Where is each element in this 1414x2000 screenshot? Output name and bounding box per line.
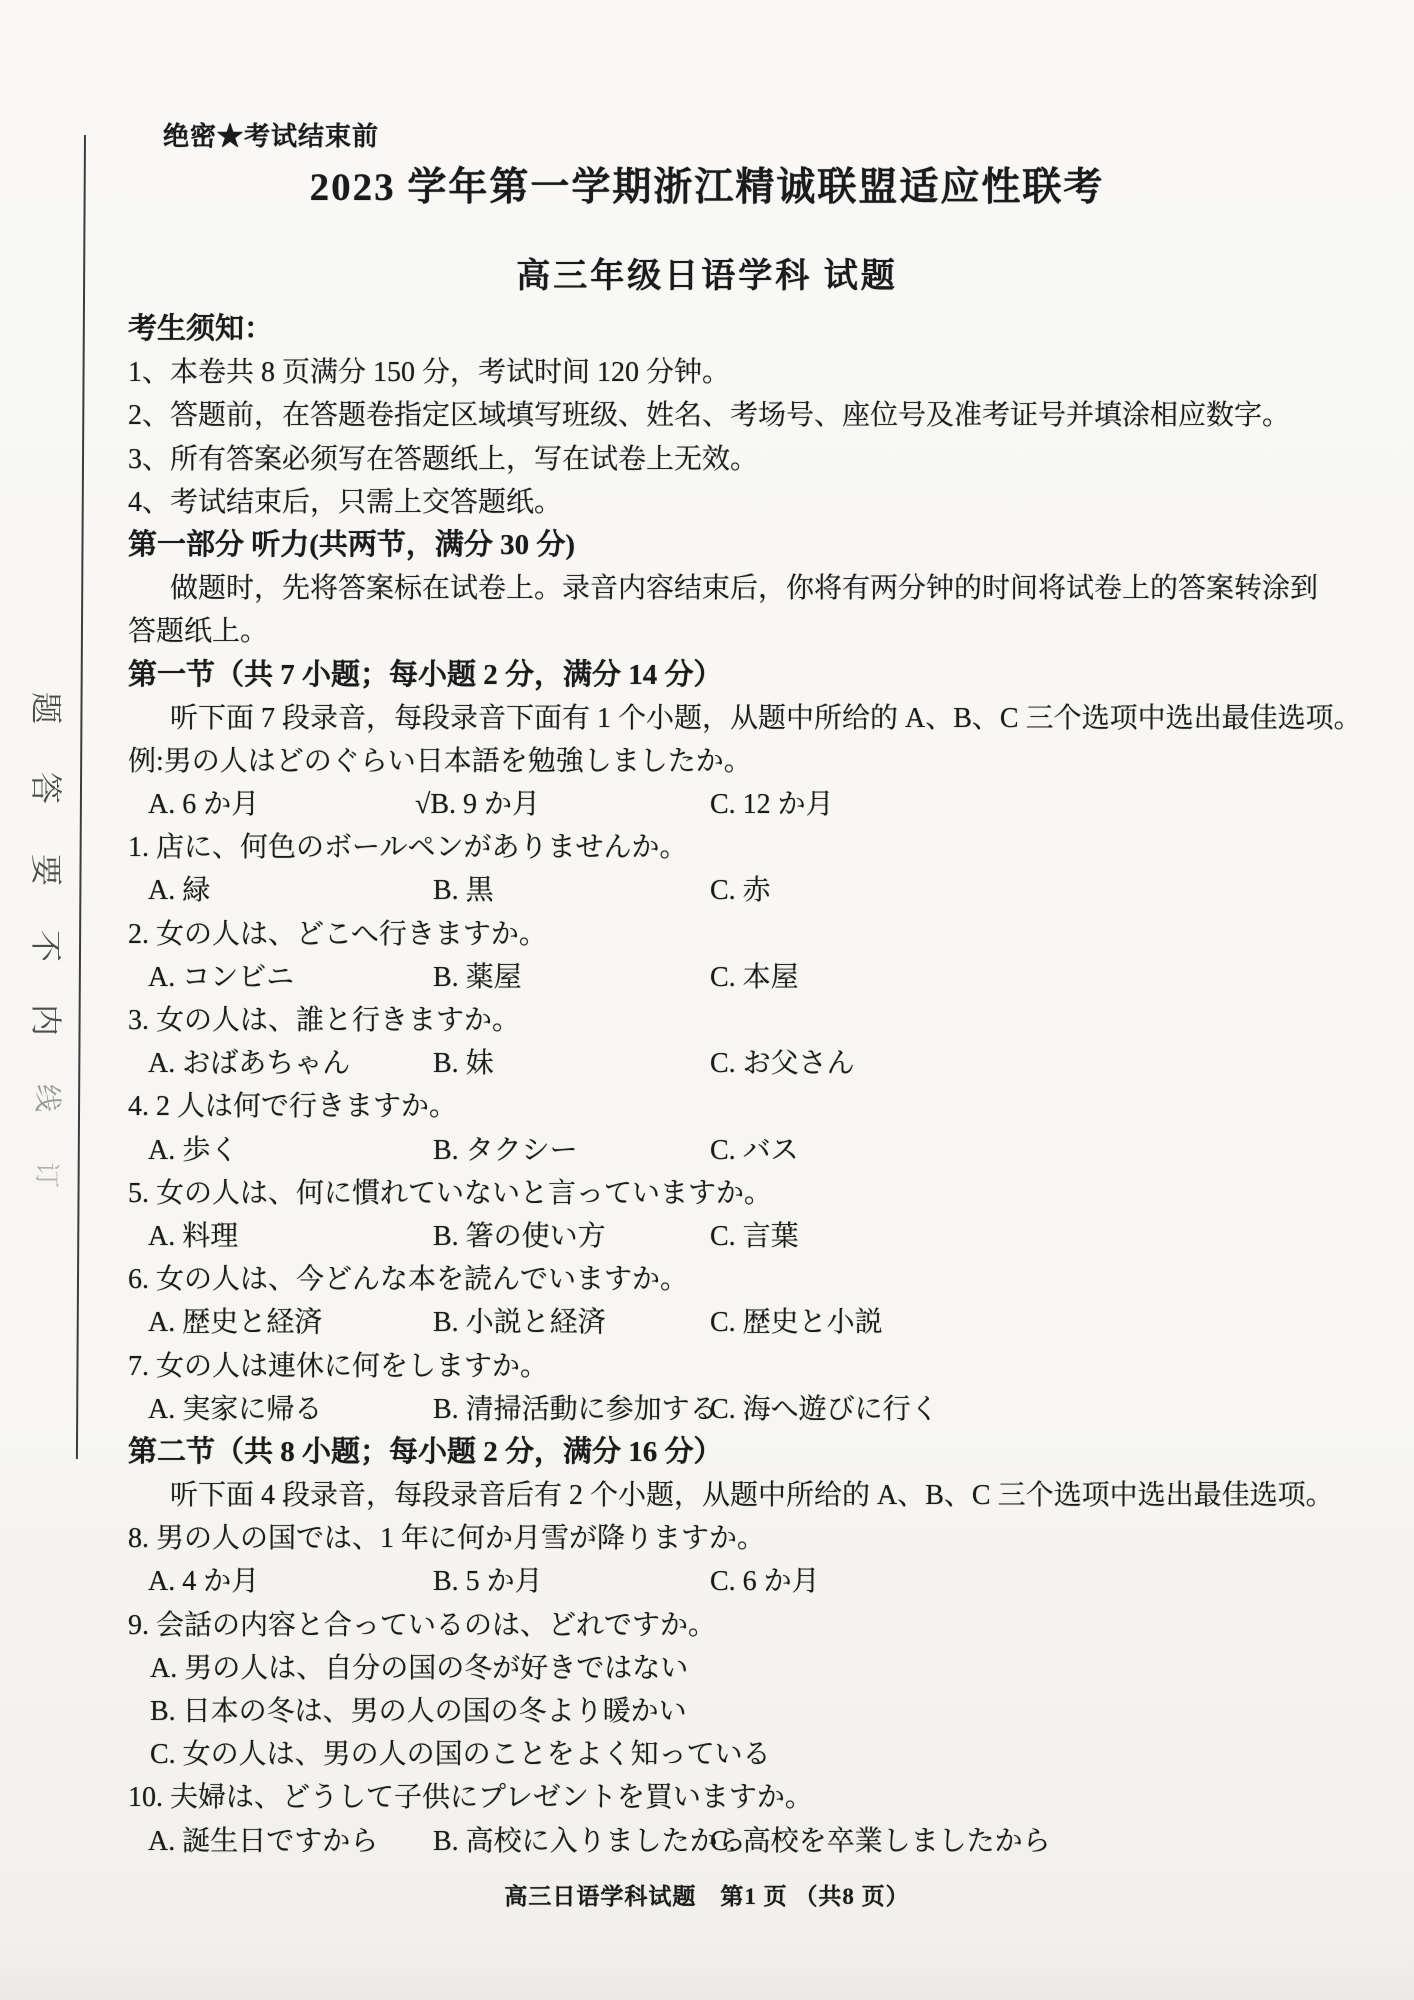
option-c: C. 本屋 bbox=[710, 961, 799, 993]
option-a: A. 4 か月 bbox=[148, 1566, 260, 1598]
option-c: C. 高校を卒業しましたから bbox=[710, 1825, 1051, 1857]
page-footer: 高三日语学科试题 第1 页 （共8 页） bbox=[504, 1884, 910, 1909]
exam-title: 2023 学年第一学期浙江精诚联盟适应性联考 bbox=[309, 166, 1105, 209]
option-c: C. 12 か月 bbox=[710, 789, 834, 821]
question-9-option-c: C. 女の人は、男の人の国のことをよく知っている bbox=[150, 1739, 771, 1771]
part1-intro-line1: 做题时，先将答案标在试卷上。录音内容结束后，你将有两分钟的时间将试卷上的答案转涂到 bbox=[170, 573, 1319, 605]
notice-item: 1、本卷共 8 页满分 150 分，考试时间 120 分钟。 bbox=[128, 357, 731, 389]
notice-heading: 考生须知： bbox=[128, 313, 274, 345]
question-4-options bbox=[128, 1129, 1358, 1172]
question-9-option-a: A. 男の人は、自分の国の冬が好きではない bbox=[150, 1652, 689, 1684]
question-10-options bbox=[128, 1820, 1358, 1863]
option-a: A. 緑 bbox=[148, 875, 211, 907]
question-2-options bbox=[128, 956, 1358, 999]
question-4: 4. 2 人は何で行きますか。 bbox=[128, 1091, 458, 1123]
question-3: 3. 女の人は、誰と行きますか。 bbox=[128, 1005, 521, 1036]
option-c: C. バス bbox=[710, 1134, 799, 1166]
question-9-option-b: B. 日本の冬は、男の人の国の冬より暖かい bbox=[150, 1696, 687, 1727]
notice-item: 3、所有答案必须写在答题纸上，写在试卷上无效。 bbox=[128, 443, 759, 475]
option-c: C. 6 か月 bbox=[710, 1566, 820, 1598]
question-8: 8. 男の人の国では、1 年に何か月雪が降りますか。 bbox=[128, 1523, 766, 1555]
exam-body bbox=[128, 308, 1362, 1863]
option-a: A. 実家に帰る bbox=[148, 1393, 323, 1425]
option-c: C. 言葉 bbox=[710, 1220, 799, 1252]
question-9: 9. 会話の内容と合っているのは、どれですか。 bbox=[128, 1609, 717, 1641]
question-8-options bbox=[128, 1560, 1358, 1603]
question-1-options bbox=[128, 869, 1358, 912]
example-option-row bbox=[128, 783, 1358, 826]
option-b: B. 黒 bbox=[433, 875, 494, 907]
example-question: 例:男の人はどのぐらい日本語を勉強しましたか。 bbox=[128, 745, 752, 777]
question-6-options bbox=[128, 1301, 1358, 1344]
question-7: 7. 女の人は連休に何をしますか。 bbox=[128, 1350, 549, 1382]
section2-instruction: 听下面 4 段录音，每段录音后有 2 个小题，从题中所给的 A、B、C 三个选项中选出最佳选项。 bbox=[170, 1480, 1334, 1512]
option-a: A. コンビニ bbox=[148, 961, 295, 993]
question-6: 6. 女の人は、今どんな本を読んでいますか。 bbox=[128, 1264, 689, 1296]
security-classification: 绝密★考试结束前 bbox=[163, 122, 380, 151]
option-a: A. おばあちゃん bbox=[148, 1048, 351, 1080]
question-7-options bbox=[128, 1388, 1358, 1431]
option-b: B. 高校に入りましたから bbox=[433, 1825, 746, 1857]
question-2: 2. 女の人は、どこへ行きますか。 bbox=[128, 918, 547, 950]
option-a: A. 料理 bbox=[148, 1220, 239, 1252]
option-b-checked: √B. 9 か月 bbox=[415, 789, 541, 821]
option-b: B. 箸の使い方 bbox=[433, 1220, 606, 1252]
question-10: 10. 夫婦は、どうして子供にプレゼントを買いますか。 bbox=[128, 1782, 813, 1814]
binding-margin-char: 内 bbox=[28, 1003, 64, 1036]
option-b: B. 妹 bbox=[433, 1048, 494, 1080]
option-a: A. 歴史と経済 bbox=[148, 1307, 323, 1339]
option-c: C. 歴史と小説 bbox=[710, 1307, 883, 1339]
notice-item: 2、答题前，在答题卷指定区域填写班级、姓名、考场号、座位号及准考证号并填涂相应数字。 bbox=[128, 400, 1291, 432]
option-a: A. 誕生日ですから bbox=[148, 1825, 379, 1857]
option-b: B. 小説と経済 bbox=[433, 1307, 606, 1339]
option-b: B. タクシー bbox=[433, 1134, 578, 1166]
option-c: C. 海へ遊びに行く bbox=[710, 1393, 939, 1425]
binding-margin-char: 答 bbox=[28, 771, 64, 804]
section1-heading: 第一节（共 7 小题；每小题 2 分，满分 14 分） bbox=[128, 658, 723, 691]
question-1: 1. 店に、何色のボールペンがありませんか。 bbox=[128, 832, 688, 864]
option-a: A. 6 か月 bbox=[148, 789, 260, 821]
notice-item: 4、考试结束后，只需上交答题纸。 bbox=[128, 486, 563, 518]
question-5: 5. 女の人は、何に慣れていないと言っていますか。 bbox=[128, 1177, 773, 1209]
option-b: B. 5 か月 bbox=[433, 1566, 543, 1598]
binding-margin-char: 订 bbox=[32, 1161, 61, 1188]
option-b: B. 薬屋 bbox=[433, 961, 522, 993]
binding-margin-char: 题 bbox=[28, 691, 64, 724]
exam-subtitle: 高三年级日语学科 试题 bbox=[516, 258, 898, 295]
question-5-options bbox=[128, 1215, 1358, 1258]
binding-margin-char: 不 bbox=[28, 929, 64, 962]
option-b: B. 清掃活動に参加する bbox=[433, 1393, 718, 1425]
section1-instruction: 听下面 7 段录音，每段录音下面有 1 个小题，从题中所给的 A、B、C 三个选项中选出最佳选项。 bbox=[170, 702, 1362, 734]
binding-margin-char: 线 bbox=[31, 1083, 62, 1112]
part1-heading: 第一部分 听力(共两节，满分 30 分) bbox=[128, 528, 576, 561]
question-3-options bbox=[128, 1042, 1358, 1085]
section2-heading: 第二节（共 8 小题；每小题 2 分，满分 16 分） bbox=[128, 1435, 723, 1468]
binding-margin-char: 要 bbox=[28, 853, 64, 886]
part1-intro-line2: 答题纸上。 bbox=[128, 616, 269, 648]
option-c: C. 赤 bbox=[710, 875, 771, 907]
option-c: C. お父さん bbox=[710, 1048, 855, 1080]
option-a: A. 歩く bbox=[148, 1134, 239, 1166]
